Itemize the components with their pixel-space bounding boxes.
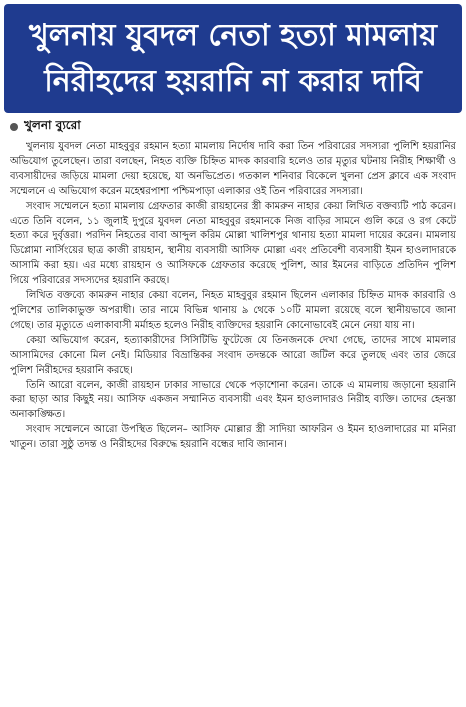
- byline: [10, 118, 81, 136]
- article-body: [10, 140, 456, 702]
- paragraph-3: লিখিত বক্তব্যে কামরুন নাহার কেয়া বলেন, নিহত মাহবুবুর রহমান ছিলেন এলাকার চিহ্নিত মাদক কারবারি ও পুলিশের তালিকাভুক্ত অপরাধী। তার নামে বিভিন্ন থানায় ৯ থেকে ১০টি মামলা রয়েছে বলে স্থানীয়ভাবে জানা গেছে। তার মৃত্যুতে এলাকাবাসী মর্মাহত হলেও নিরীহ ব্যক্তিদের হয়রানি কোনোভাবেই মেনে নেয়া যায় না।: [10, 290, 456, 331]
- headline-banner: [4, 4, 462, 113]
- paragraph-2: সংবাদ সম্মেলনে হত্যা মামলায় গ্রেফতার কাজী রায়হানের স্ত্রী কামরুন নাহার কেয়া লিখিত বক্তব্যটি পাঠ করেন। এতে তিনি বলেন, ১১ জুলাই দুপুরে যুবদল নেতা মাহবুবুর রহমানকে নিজ বাড়ির সামনে গুলি করে ও রগ কেটে হত্যা করে দুর্বৃত্তরা। পরদিন নিহতের বাবা আব্দুল করিম মোল্লা খালিশপুর থানায় হত্যা মামলা দায়ের করেন। মামলায় ডিপ্লোমা নার্সিংয়ের ছাত্র কাজী রায়হান, স্থানীয় ব্যবসায়ী আসিফ মোল্লা এবং প্রতিবেশী ব্যবসায়ী ইমন হাওলাদারকে আসামি করা হয়। এর মধ্যে রায়হান ও আসিফকে গ্রেফতার করেছে পুলিশ, আর ইমনের বাড়িতে প্রতিদিন পুলিশ গিয়ে পরিবারের সদস্যদের হয়রানি করছে।: [10, 200, 456, 287]
- headline-line-1: খুলনায় যুবদল নেতা হত্যা মামলায়: [29, 17, 437, 53]
- paragraph-6: সংবাদ সম্মেলনে আরো উপস্থিত ছিলেন– আসিফ মোল্লার স্ত্রী সাদিয়া আফরিন ও ইমন হাওলাদারের মা মনিরা খাতুন। তারা সুষ্ঠু তদন্ত ও নিরীহদের বিরুদ্ধে হয়রানি বন্ধের দাবি জানান।: [10, 424, 456, 451]
- byline-text: খুলনা ব্যুরো: [24, 118, 81, 132]
- headline-line-2: নিরীহদের হয়রানি না করার দাবি: [44, 63, 422, 99]
- paragraph-1: খুলনায় যুবদল নেতা মাহবুবুর রহমান হত্যা মামলায় নির্দোষ দাবি করা তিন পরিবারের সদস্যরা পুলিশি হয়রানির অভিযোগ তুলেছেন। তারা বলছেন, নিহত ব্যক্তি চিহ্নিত মাদক কারবারি হলেও তার মৃত্যুর ঘটনায় নিরীহ শিক্ষার্থী ও ব্যবসায়ীদের জড়িয়ে মামলা দেয়া হয়েছে, যা অনভিপ্রেত। গতকাল শনিবার বিকেলে খুলনা প্রেস ক্লাবে এক সংবাদ সম্মেলনে এ অভিযোগ করেন মহেশ্বরপাশা পশ্চিমপাড়া এলাকার ওই তিন পরিবারের সদস্যরা।: [10, 141, 456, 197]
- paragraph-5: তিনি আরো বলেন, কাজী রায়হান ঢাকার সাভারে থেকে পড়াশোনা করেন। তাকে এ মামলায় জড়ানো হয়রানি করা ছাড়া আর কিছুই নয়। আসিফ একজন সম্মানিত ব্যবসায়ী এবং ইমন হাওলাদারও নিরীহ ব্যক্তি। তাদের হেনস্তা অনাকাঙ্ক্ষিত।: [10, 379, 456, 421]
- bullet-icon: [10, 123, 18, 131]
- paragraph-4: কেয়া অভিযোগ করেন, হত্যাকারীদের সিসিটিভি ফুটেজে যে তিনজনকে দেখা গেছে, তাদের সাথে মামলার আসামিদের কোনো মিল নেই। মিডিয়ার বিভ্রান্তিকর সংবাদ তদন্তকে আরো জটিল করে তুলছে এবং তার জেরে পুলিশ নিরীহদের হয়রানি করছে।: [10, 334, 456, 376]
